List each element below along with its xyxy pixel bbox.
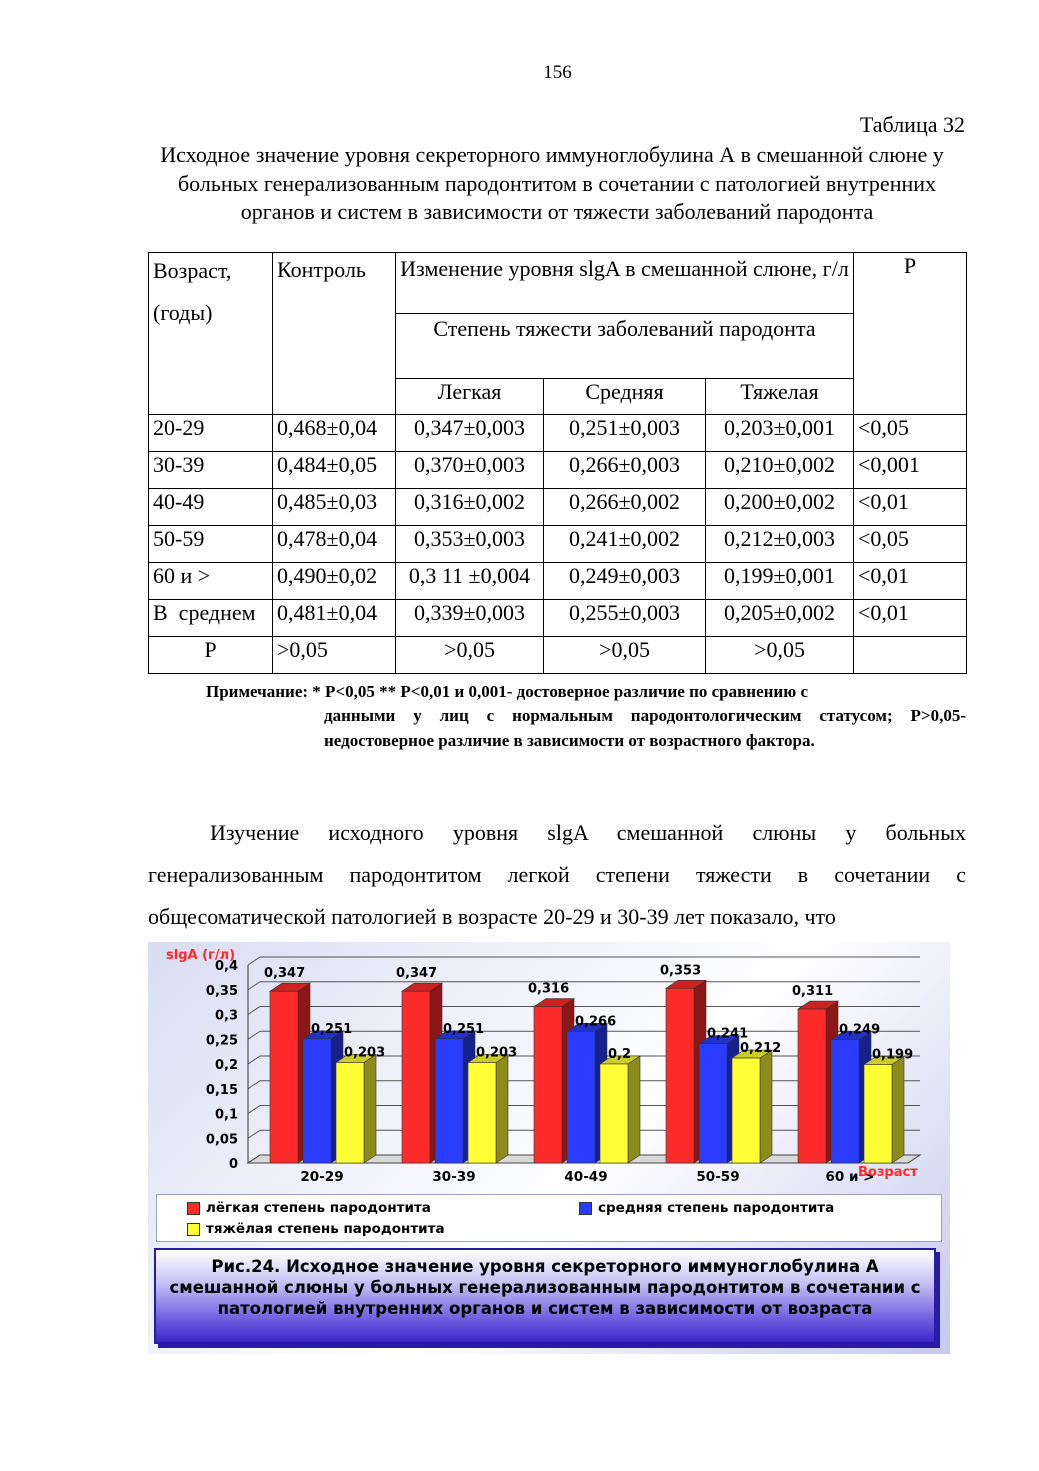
table-label: Таблица 32 bbox=[859, 112, 965, 137]
cell-severe: >0,05 bbox=[706, 637, 854, 674]
gridline-side bbox=[248, 1007, 260, 1015]
data-label: 0,199 bbox=[872, 1047, 914, 1063]
cell-age: 20-29 bbox=[149, 415, 273, 452]
y-tick-label: 0 bbox=[228, 1157, 238, 1172]
legend-swatch-severe bbox=[187, 1223, 200, 1236]
gridline-side bbox=[248, 1081, 260, 1089]
legend-label: тяжёлая степень пародонтита bbox=[206, 1221, 445, 1237]
data-label: 0,2 bbox=[608, 1047, 632, 1062]
y-tick-label: 0,2 bbox=[214, 1058, 238, 1073]
cell-severe: 0,205±0,002 bbox=[706, 600, 854, 637]
cell-severe: 0,199±0,001 bbox=[706, 563, 854, 600]
data-table bbox=[148, 252, 967, 674]
data-label: 0,203 bbox=[476, 1045, 518, 1061]
y-tick-label: 0,25 bbox=[205, 1033, 238, 1049]
header-severity: Степень тяжести заболеваний пародонта bbox=[396, 314, 854, 379]
cell-control: 0,490±0,02 bbox=[273, 563, 396, 600]
legend-label: средняя степень пародонтита bbox=[598, 1200, 835, 1216]
y-tick-label: 0,3 bbox=[214, 1008, 238, 1024]
table-row bbox=[149, 526, 967, 563]
header-light: Легкая bbox=[396, 379, 544, 415]
cell-medium: 0,241±0,002 bbox=[544, 526, 706, 563]
x-tick-label: 20-29 bbox=[300, 1169, 344, 1185]
y-tick-label: 0,4 bbox=[214, 959, 238, 974]
legend-item bbox=[187, 1221, 445, 1237]
cell-severe: 0,200±0,002 bbox=[706, 489, 854, 526]
cell-light: 0,370±0,003 bbox=[396, 452, 544, 489]
cell-age: 30-39 bbox=[149, 452, 273, 489]
legend-swatch-light bbox=[187, 1202, 200, 1215]
cell-medium: 0,255±0,003 bbox=[544, 600, 706, 637]
cell-age: 60 и > bbox=[149, 563, 273, 600]
data-label: 0,251 bbox=[443, 1021, 485, 1037]
table-row bbox=[149, 600, 967, 637]
data-label: 0,347 bbox=[396, 966, 438, 982]
legend-swatch-medium bbox=[579, 1202, 592, 1215]
bar bbox=[666, 988, 694, 1163]
bar bbox=[600, 1064, 628, 1163]
cell-light: 0,347±0,003 bbox=[396, 415, 544, 452]
cell-control: 0,484±0,05 bbox=[273, 452, 396, 489]
header-change: Изменение уровня slgA в смешанной слюне, г/л bbox=[396, 253, 854, 314]
cell-medium: 0,266±0,002 bbox=[544, 489, 706, 526]
cell-control: 0,485±0,03 bbox=[273, 489, 396, 526]
chart-legend bbox=[156, 1194, 942, 1242]
bar bbox=[534, 1007, 562, 1163]
cell-control: 0,481±0,04 bbox=[273, 600, 396, 637]
y-tick-label: 0,35 bbox=[205, 983, 238, 999]
bar bbox=[402, 991, 430, 1163]
gridline-side bbox=[248, 1031, 260, 1039]
table-row bbox=[149, 415, 967, 452]
cell-severe: 0,212±0,003 bbox=[706, 526, 854, 563]
legend-item bbox=[187, 1200, 431, 1216]
cell-p: <0,01 bbox=[854, 563, 967, 600]
cell-control: >0,05 bbox=[273, 637, 396, 674]
bar-side bbox=[760, 1050, 772, 1163]
bar bbox=[567, 1031, 595, 1163]
bar bbox=[270, 991, 298, 1163]
table-row-p bbox=[149, 637, 967, 674]
header-age bbox=[149, 253, 273, 415]
cell-light: 0,316±0,002 bbox=[396, 489, 544, 526]
header-severe: Тяжелая bbox=[706, 379, 854, 415]
header-age-label: Возраст, bbox=[153, 258, 232, 283]
header-medium: Средняя bbox=[544, 379, 706, 415]
body-paragraph: Изучение исходного уровня slgA смешанной слюны у больных генерализованным пародонтитом легкой степени тяжести в сочетании с общесоматической патологией в возрасте 20-29 и 30-39 лет показало, что bbox=[148, 820, 966, 929]
cell-p: <0,01 bbox=[854, 489, 967, 526]
cell-age: В среднем bbox=[149, 600, 273, 637]
data-label: 0,353 bbox=[660, 963, 702, 979]
cell-p: <0,01 bbox=[854, 600, 967, 637]
y-tick-label: 0,1 bbox=[214, 1107, 238, 1123]
header-p: Р bbox=[854, 253, 967, 415]
x-tick-label: 30-39 bbox=[432, 1169, 476, 1185]
figure bbox=[148, 942, 950, 1354]
bar bbox=[732, 1058, 760, 1163]
x-tick-label: 60 и > bbox=[825, 1169, 875, 1185]
bar bbox=[435, 1039, 463, 1163]
cell-p: <0,05 bbox=[854, 415, 967, 452]
table-row bbox=[149, 452, 967, 489]
bar-side bbox=[496, 1055, 508, 1163]
header-age-unit: (годы) bbox=[153, 300, 213, 325]
page-number: 156 bbox=[543, 62, 572, 83]
bar-side bbox=[628, 1056, 640, 1163]
gridline-side bbox=[248, 957, 260, 965]
data-label: 0,347 bbox=[264, 966, 306, 982]
cell-age: 40-49 bbox=[149, 489, 273, 526]
cell-p: <0,001 bbox=[854, 452, 967, 489]
cell-medium: >0,05 bbox=[544, 637, 706, 674]
cell-severe: 0,203±0,001 bbox=[706, 415, 854, 452]
cell-light: 0,3 11 ±0,004 bbox=[396, 563, 544, 600]
cell-p bbox=[854, 637, 967, 674]
y-tick-label: 0,15 bbox=[205, 1082, 238, 1098]
x-tick-label: 40-49 bbox=[564, 1169, 608, 1185]
cell-light: 0,353±0,003 bbox=[396, 526, 544, 563]
cell-control: 0,478±0,04 bbox=[273, 526, 396, 563]
cell-age: 50-59 bbox=[149, 526, 273, 563]
data-label: 0,241 bbox=[707, 1026, 749, 1042]
cell-p-label: Р bbox=[149, 637, 273, 674]
bar bbox=[303, 1039, 331, 1163]
table-row bbox=[149, 489, 967, 526]
gridline-side bbox=[248, 1106, 260, 1114]
gridline-side bbox=[248, 1130, 260, 1138]
note-body: данными у лиц с нормальным пародонтологическим статусом; Р>0,05- недостоверное различие в зависимости от возрастного фактора. bbox=[324, 706, 966, 750]
cell-medium: 0,249±0,003 bbox=[544, 563, 706, 600]
bar-side bbox=[364, 1055, 376, 1163]
cell-p: <0,05 bbox=[854, 526, 967, 563]
legend-label: лёгкая степень пародонтита bbox=[206, 1200, 431, 1216]
data-label: 0,251 bbox=[311, 1021, 353, 1037]
data-label: 0,203 bbox=[344, 1045, 386, 1061]
note-lead: Примечание: * Р<0,05 ** Р<0,01 и 0,001- достоверное различие по сравнению с bbox=[206, 682, 809, 701]
table-row bbox=[149, 563, 967, 600]
data-label: 0,311 bbox=[792, 984, 834, 1000]
gridline-side bbox=[248, 982, 260, 990]
bar bbox=[864, 1064, 892, 1163]
bar bbox=[336, 1063, 364, 1163]
cell-light: 0,339±0,003 bbox=[396, 600, 544, 637]
table-note bbox=[148, 680, 966, 753]
data-label: 0,212 bbox=[740, 1041, 782, 1057]
y-axis-title: slgA (г/л) bbox=[166, 948, 236, 963]
figure-caption: Рис.24. Исходное значение уровня секреторного иммуноглобулина А смешанной слюны у больных генерализованным пародонтитом в сочетании с патологией внутренних органов и систем в зависимости от возраста bbox=[154, 1248, 936, 1344]
bar-chart bbox=[148, 942, 950, 1192]
cell-severe: 0,210±0,002 bbox=[706, 452, 854, 489]
bar bbox=[798, 1009, 826, 1163]
data-label: 0,266 bbox=[575, 1014, 617, 1030]
y-tick-label: 0,05 bbox=[205, 1132, 238, 1148]
bar bbox=[468, 1063, 496, 1163]
data-label: 0,249 bbox=[839, 1022, 881, 1038]
bar bbox=[831, 1040, 859, 1163]
cell-medium: 0,251±0,003 bbox=[544, 415, 706, 452]
x-tick-label: 50-59 bbox=[696, 1169, 740, 1185]
header-control: Контроль bbox=[273, 253, 396, 415]
cell-control: 0,468±0,04 bbox=[273, 415, 396, 452]
cell-medium: 0,266±0,003 bbox=[544, 452, 706, 489]
bar-side bbox=[892, 1056, 904, 1163]
data-label: 0,316 bbox=[528, 981, 570, 997]
gridline-side bbox=[248, 1056, 260, 1064]
x-axis-title: Возраст bbox=[858, 1165, 918, 1180]
table-title: Исходное значение уровня секреторного иммуноглобулина А в смешанной слюне у больных генерализованным пародонтитом в сочетании с патологией внутренних органов и систем в зависимости от тяжести заболеваний пародонта bbox=[160, 142, 944, 224]
cell-light: >0,05 bbox=[396, 637, 544, 674]
legend-item bbox=[579, 1200, 834, 1216]
bar bbox=[699, 1044, 727, 1163]
